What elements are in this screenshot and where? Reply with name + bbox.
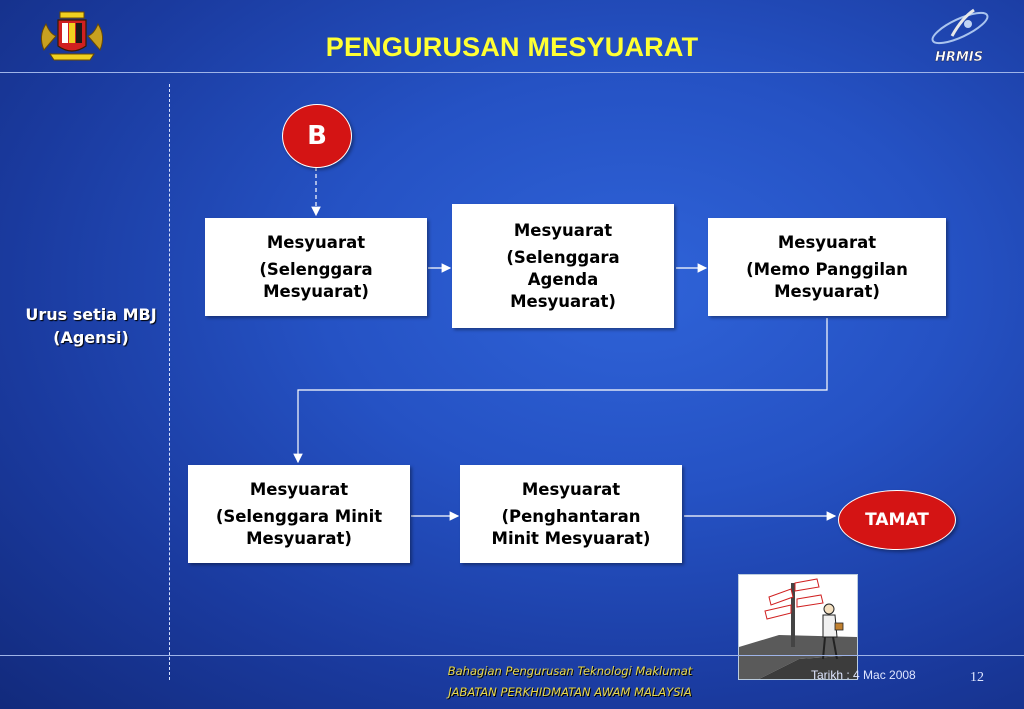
step-detail: Mesyuarat) bbox=[774, 281, 880, 301]
step-detail: (Selenggara bbox=[259, 259, 373, 279]
end-node bbox=[838, 490, 956, 550]
step-detail: (Selenggara bbox=[506, 247, 620, 267]
footer-divider bbox=[0, 655, 1024, 656]
svg-text:HRMIS: HRMIS bbox=[934, 50, 984, 65]
step-title: Mesyuarat bbox=[521, 479, 621, 499]
step-detail: Minit Mesyuarat) bbox=[491, 528, 651, 548]
lane-label-line: Urus setia MBJ bbox=[25, 305, 157, 324]
step-title: Mesyuarat bbox=[266, 232, 366, 252]
start-node-label: B bbox=[307, 121, 327, 151]
step-box bbox=[452, 204, 674, 328]
step-detail: Mesyuarat) bbox=[263, 281, 369, 301]
step-detail: (Memo Panggilan bbox=[746, 259, 908, 279]
connector-step3-to-step4 bbox=[298, 318, 827, 462]
step-box bbox=[188, 465, 410, 563]
step-box bbox=[708, 218, 946, 316]
footer-department: Bahagian Pengurusan Teknologi Maklumat bbox=[447, 664, 693, 678]
lane-label-line: (Agensi) bbox=[53, 328, 129, 347]
footer-date: Tarikh : 4 Mac 2008 bbox=[811, 668, 916, 682]
page-number: 12 bbox=[970, 670, 984, 685]
page-title: PENGURUSAN MESYUARAT bbox=[325, 32, 699, 62]
step-detail: Mesyuarat) bbox=[510, 291, 616, 311]
footer-organization: JABATAN PERKHIDMATAN AWAM MALAYSIA bbox=[448, 685, 692, 699]
step-title: Mesyuarat bbox=[513, 220, 613, 240]
step-detail: (Penghantaran bbox=[501, 506, 641, 526]
step-detail: Agenda bbox=[527, 269, 599, 289]
start-node bbox=[282, 104, 352, 168]
step-title: Mesyuarat bbox=[777, 232, 877, 252]
step-detail: Mesyuarat) bbox=[246, 528, 352, 548]
end-node-label: TAMAT bbox=[865, 510, 929, 530]
step-title: Mesyuarat bbox=[249, 479, 349, 499]
step-detail: (Selenggara Minit bbox=[215, 506, 383, 526]
step-box bbox=[460, 465, 682, 563]
step-box bbox=[205, 218, 427, 316]
